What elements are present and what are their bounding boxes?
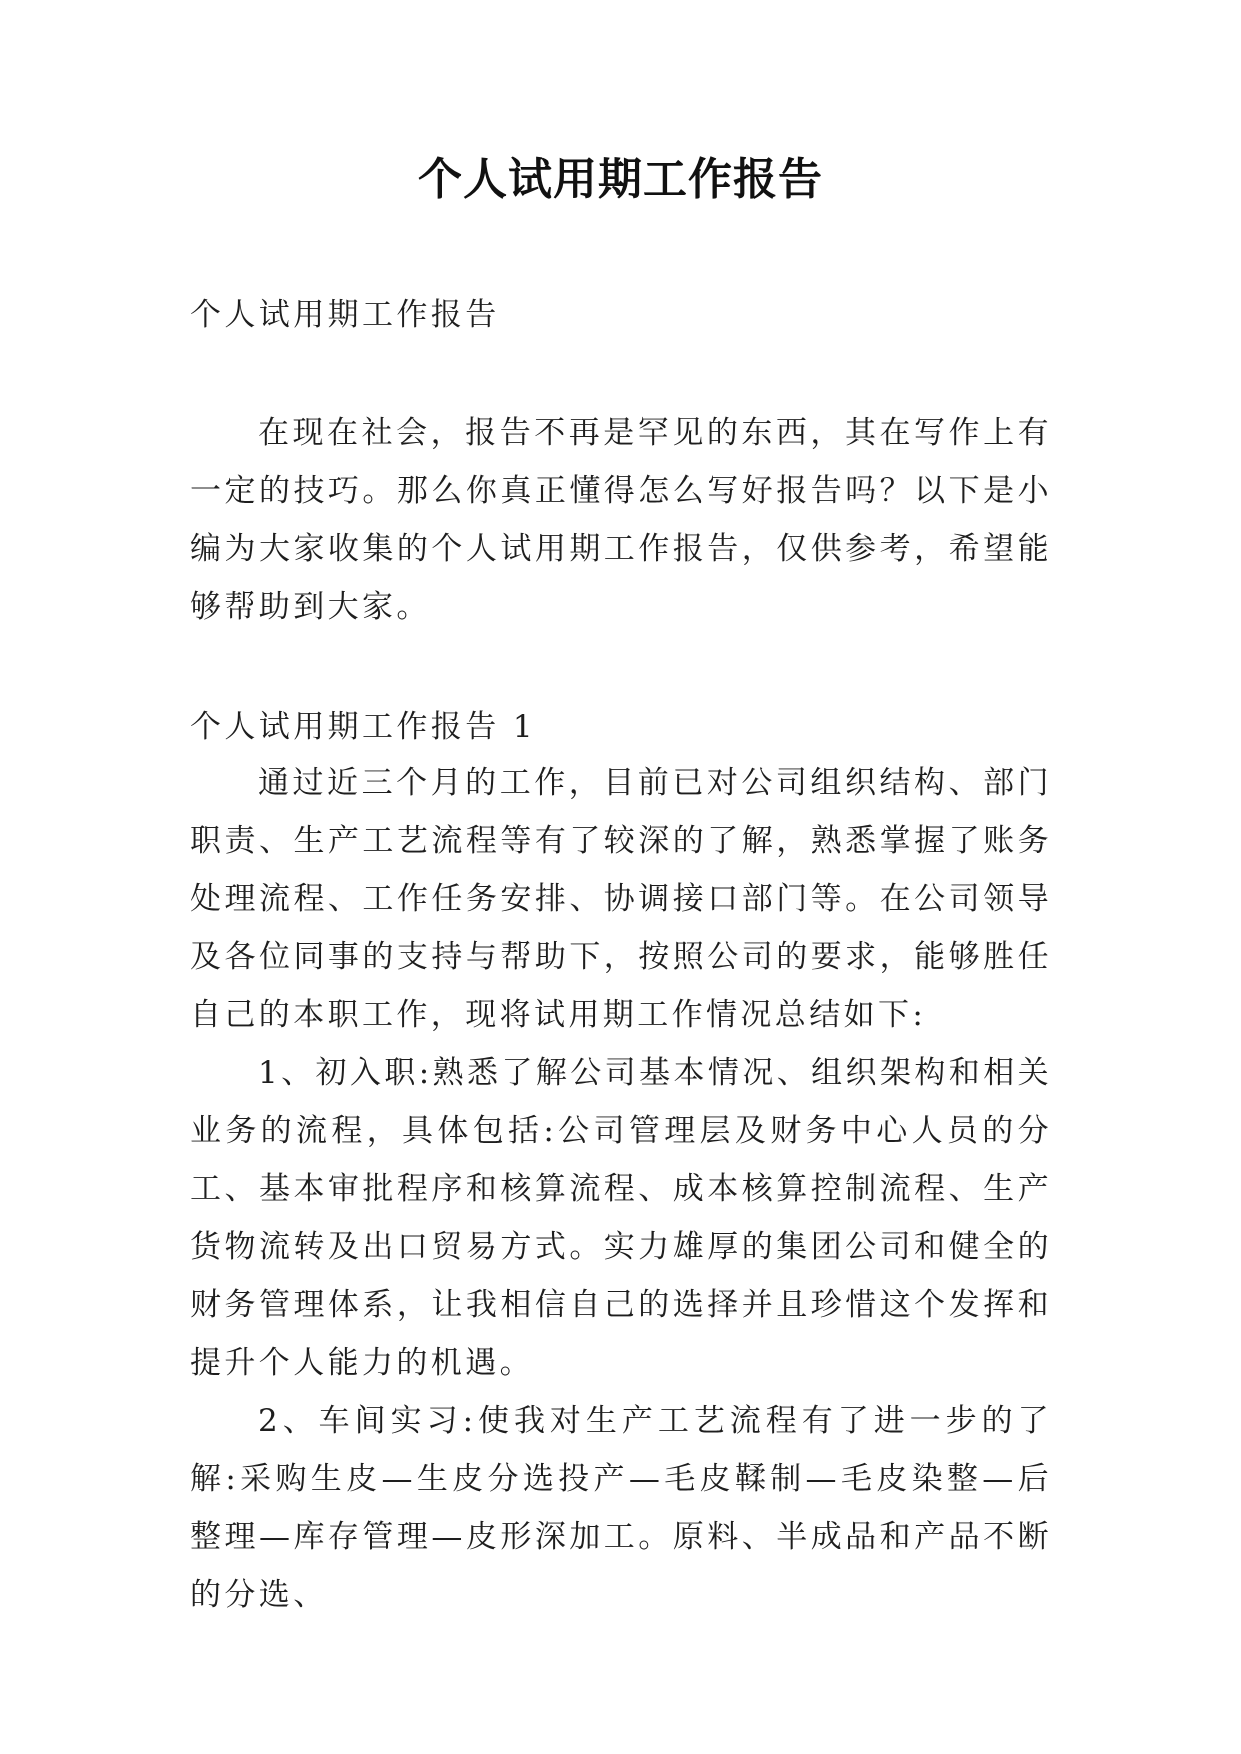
document-subtitle: 个人试用期工作报告	[190, 297, 500, 333]
section-body	[190, 754, 1052, 1624]
body-paragraph: 1、初入职:熟悉了解公司基本情况、组织架构和相关业务的流程，具体包括:公司管理层及财务中心人员的分工、基本审批程序和核算流程、成本核算控制流程、生产货物流转及出口贸易方式。实力雄厚的集团公司和健全的财务管理体系，让我相信自己的选择并且珍惜这个发挥和提升个人能力的机遇。	[190, 1055, 1052, 1381]
intro-paragraph: 在现在社会，报告不再是罕见的东西，其在写作上有一定的技巧。那么你真正懂得怎么写好报告吗？以下是小编为大家收集的个人试用期工作报告，仅供参考，希望能够帮助到大家。	[190, 415, 1052, 625]
document-title: 个人试用期工作报告	[418, 154, 823, 205]
body-paragraph: 通过近三个月的工作，目前已对公司组织结构、部门职责、生产工艺流程等有了较深的了解，熟悉掌握了账务处理流程、工作任务安排、协调接口部门等。在公司领导及各位同事的支持与帮助下，按照公司的要求，能够胜任自己的本职工作，现将试用期工作情况总结如下:	[190, 765, 1052, 1033]
body-paragraph: 2、车间实习:使我对生产工艺流程有了进一步的了解:采购生皮—生皮分选投产—毛皮鞣制—毛皮染整—后整理—库存管理—皮形深加工。原料、半成品和产品不断的分选、	[190, 1403, 1052, 1613]
section-heading: 个人试用期工作报告 1	[190, 709, 536, 745]
